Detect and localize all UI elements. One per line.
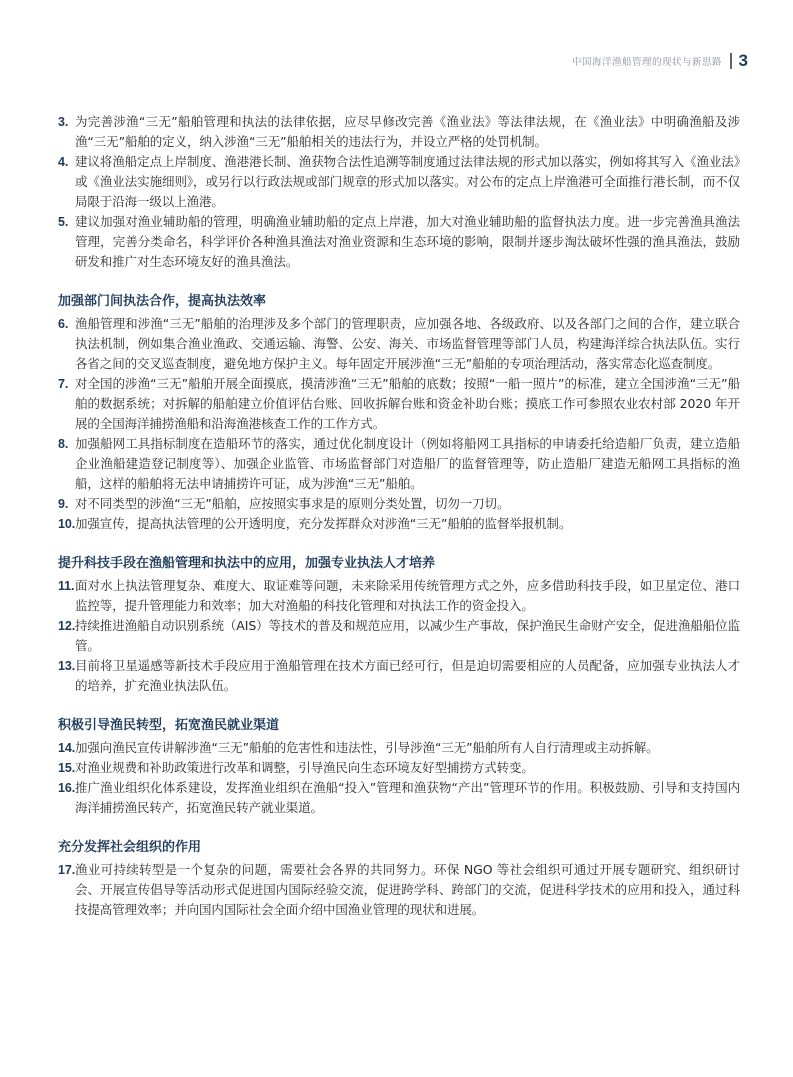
list-item-number: 16. <box>58 781 76 795</box>
list-item <box>58 514 740 534</box>
list-item <box>58 112 740 152</box>
list-item-number: 3. <box>58 115 69 129</box>
list-item-number: 13. <box>58 659 76 673</box>
list-item-number: 7. <box>58 377 69 391</box>
list-item <box>58 576 740 616</box>
list-item <box>58 152 740 212</box>
list-item-number: 5. <box>58 215 69 229</box>
list-item-number: 8. <box>58 437 69 451</box>
list-item-text: 加强船网工具指标制度在造船环节的落实，通过优化制度设计（例如将船网工具指标的申请委托给造船厂负责，建立造船企业渔船建造登记制度等）、加强企业监管、市场监督部门对造船厂的监督管理等，防止造船厂建造无船网工具指标的渔船，这样的船舶将无法申请捕捞许可证，成为涉渔“三无”船舶。 <box>75 436 740 491</box>
list-item <box>58 494 740 514</box>
list-item <box>58 758 740 778</box>
list-item <box>58 778 740 818</box>
list-item-text: 对不同类型的涉渔“三无”船舶，应按照实事求是的原则分类处置，切勿一刀切。 <box>75 496 510 511</box>
page-number: 3 <box>738 51 748 70</box>
list-item-text: 持续推进渔船自动识别系统（AIS）等技术的普及和规范应用，以减少生产事故，保护渔民生命财产安全，促进渔船船位监管。 <box>75 618 740 653</box>
list-item-number: 9. <box>58 497 69 511</box>
list-item-text: 面对水上执法管理复杂、难度大、取证难等问题，未来除采用传统管理方式之外，应多借助科技手段，如卫星定位、港口监控等，提升管理能力和效率；加大对渔船的科技化管理和对执法工作的资金投入。 <box>75 578 740 613</box>
list-item-text: 渔船管理和涉渔“三无”船舶的治理涉及多个部门的管理职责，应加强各地、各级政府、以及各部门之间的合作，建立联合执法机制，例如集合渔业渔政、交通运输、海警、公安、海关、市场监督管理等部门人员，构建海洋综合执法队伍。实行各省之间的交叉巡查制度，避免地方保护主义。每年固定开展涉渔“三无”船舶的专项治理活动，落实常态化巡查制度。 <box>75 316 740 371</box>
running-header <box>572 50 748 72</box>
section-heading-enforcement: 加强部门间执法合作，提高执法效率 <box>58 294 267 309</box>
list-item-number: 4. <box>58 155 69 169</box>
header-divider <box>730 53 732 69</box>
list-item <box>58 656 740 696</box>
list-item <box>58 738 740 758</box>
list-item-text: 目前将卫星遥感等新技术手段应用于渔船管理在技术方面已经可行，但是迫切需要相应的人员配备，应加强专业执法人才的培养，扩充渔业执法队伍。 <box>75 658 740 693</box>
list-item-number: 12. <box>58 619 76 633</box>
list-item-text: 加强宣传，提高执法管理的公开透明度，充分发挥群众对涉渔“三无”船舶的监督举报机制。 <box>75 516 572 531</box>
list-item-text: 推广渔业组织化体系建设，发挥渔业组织在渔船“投入”管理和渔获物“产出”管理环节的作用。积极鼓励、引导和支持国内海洋捕捞渔民转产，拓宽渔民转产就业渠道。 <box>75 780 740 815</box>
list-item-text: 建议加强对渔业辅助船的管理，明确渔业辅助船的定点上岸港，加大对渔业辅助船的监督执法力度。进一步完善渔具渔法管理，完善分类命名，科学评价各种渔具渔法对渔业资源和生态环境的影响，限制并逐步淘汰破坏性强的渔具渔法，鼓励研发和推广对生态环境友好的渔具渔法。 <box>75 214 740 269</box>
list-item-text: 建议将渔船定点上岸制度、渔港港长制、渔获物合法性追溯等制度通过法律法规的形式加以落实，例如将其写入《渔业法》或《渔业法实施细则》，或另行以行政法规或部门规章的形式加以落实。对公布的定点上岸渔港可全面推行港长制，而不仅局限于沿海一级以上渔港。 <box>75 154 740 209</box>
list-item <box>58 212 740 272</box>
list-item-number: 14. <box>58 741 76 755</box>
list-item <box>58 434 740 494</box>
list-item-text: 渔业可持续转型是一个复杂的问题，需要社会各界的共同努力。环保 NGO 等社会组织可通过开展专题研究、组织研讨会、开展宣传倡导等活动形式促进国内国际经验交流，促进跨学科、跨部门的交流，促进科学技术的应用和投入，通过科技提高管理效率；并向国内国际社会全面介绍中国渔业管理的现状和进展。 <box>75 862 740 917</box>
list-item-text: 对渔业规费和补助政策进行改革和调整，引导渔民向生态环境友好型捕捞方式转变。 <box>75 760 534 775</box>
running-header-title: 中国海洋渔船管理的现状与新思路 <box>572 57 723 68</box>
list-item-text: 加强向渔民宣传讲解涉渔“三无”船舶的危害性和违法性，引导涉渔“三无”船舶所有人自行清理或主动拆解。 <box>75 740 659 755</box>
list-item-number: 6. <box>58 317 69 331</box>
list-item-text: 对全国的涉渔“三无”船舶开展全面摸底，摸清涉渔“三无”船舶的底数；按照“一船一照片”的标准，建立全国涉渔“三无”船舶的数据系统；对拆解的船舶建立价值评估台账、回收拆解台账和资金补助台账；摸底工作可参照农业农村部 2020 年开展的全国海洋捕捞渔船和沿海渔港核查工作的工作方式。 <box>75 376 740 431</box>
section-heading-fishermen: 积极引导渔民转型，拓宽渔民就业渠道 <box>58 718 280 733</box>
section-heading-technology: 提升科技手段在渔船管理和执法中的应用，加强专业执法人才培养 <box>58 556 436 571</box>
list-item <box>58 374 740 434</box>
section-heading-social-orgs: 充分发挥社会组织的作用 <box>58 840 202 855</box>
list-item-number: 17. <box>58 863 76 877</box>
list-item <box>58 860 740 920</box>
list-item-number: 11. <box>58 579 75 593</box>
list-item <box>58 314 740 374</box>
document-body <box>58 112 740 920</box>
list-item-text: 为完善涉渔“三无”船舶管理和执法的法律依据，应尽早修改完善《渔业法》等法律法规，在《渔业法》中明确渔船及涉渔“三无”船舶的定义，纳入涉渔“三无”船舶相关的违法行为，并设立严格的处罚机制。 <box>75 114 740 149</box>
list-item-number: 15. <box>58 761 76 775</box>
list-item <box>58 616 740 656</box>
list-item-number: 10. <box>58 517 76 531</box>
